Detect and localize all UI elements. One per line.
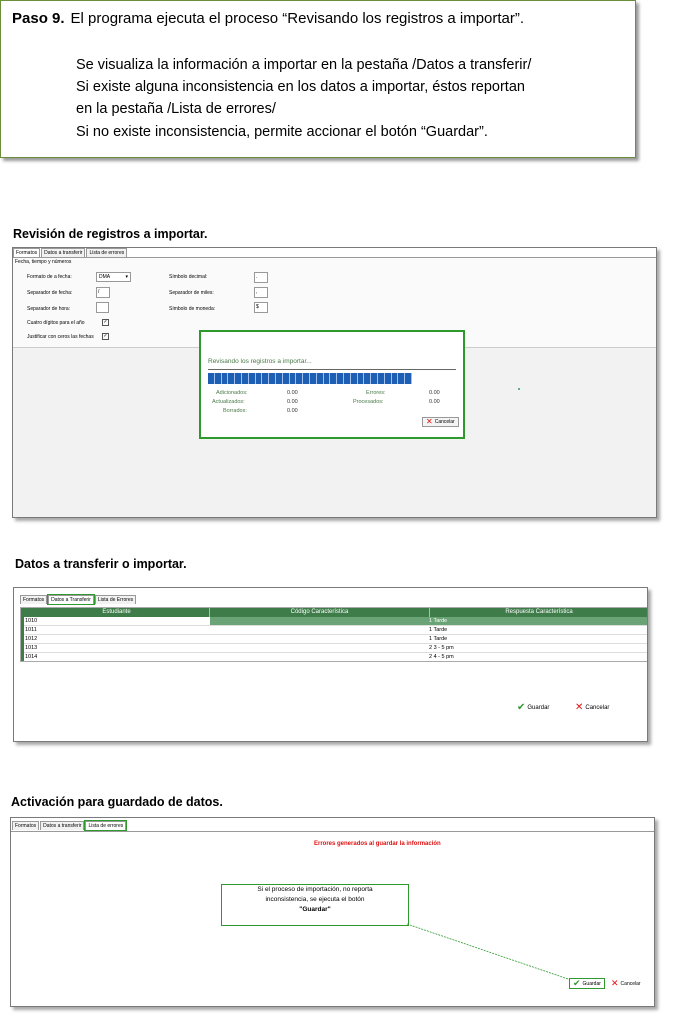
zeros-checkbox[interactable]: ✓ [103,333,108,339]
errors-list-screen [10,817,655,1007]
step-line-4: Si no existe inconsistencia, permite accionar el botón “Guardar”. [76,124,488,140]
errors-label: Errores: [366,390,386,396]
group-label: Fecha, tiempo y números [15,259,72,265]
divider [208,369,456,370]
updated-label: Actualizados: [212,399,245,405]
callout-line: Si el proceso de importación, no reporta [257,886,373,893]
added-value: 0.00 [287,390,298,396]
save-button[interactable]: ✔ Guardar [517,702,550,713]
four-digits-checkbox[interactable]: ✓ [103,319,108,325]
tab-formatos[interactable]: Formatos [20,595,47,604]
processed-label: Procesados: [353,399,384,405]
tab-formatos[interactable]: Formatos [12,821,39,830]
column-header[interactable]: Estudiante [24,608,210,617]
cancel-button[interactable]: ✕ Cancelar [575,702,610,713]
table-row[interactable]: 1010 1 Tarde [24,617,648,626]
date-format-label: Formato de a fecha: [27,274,72,280]
section1-heading: Revisión de registros a importar. [13,227,208,241]
decimal-label: Símbolo decimal: [169,274,208,280]
column-header[interactable]: Respuesta Característica [505,609,573,615]
step-label: Paso 9. [12,10,65,27]
date-sep-label: Separador de fecha: [27,290,73,296]
cancel-button[interactable]: ✕ Cancelar [422,417,459,427]
step-title-line [12,10,524,27]
cancel-button[interactable]: ✕ Cancelar [611,978,641,988]
data-grid [20,607,648,662]
table-row[interactable]: 1012 1 Tarde [24,635,648,644]
callout-line: "Guardar" [299,906,331,913]
deleted-label: Borrados: [223,408,247,414]
dot-marker [518,388,520,390]
tab-bar [20,595,137,604]
errors-value: 0.00 [429,390,440,396]
step-callout-box [0,0,636,158]
time-sep-input[interactable] [96,302,109,313]
tab-lista-errores[interactable]: Lista de errores [86,248,127,257]
progress-dialog [199,330,465,439]
transfer-data-screen [13,587,648,742]
connector-line [11,818,655,1007]
grid-body [24,617,648,661]
table-row[interactable]: 1013 2 3 - 5 pm [24,644,648,653]
save-button[interactable]: ✔ Guardar [570,979,604,988]
table-row[interactable]: 1014 2 4 - 5 pm [25,654,454,660]
date-format-select[interactable]: DMA ▾ [96,272,131,282]
four-digits-label: Cuatro dígitos para el año [27,320,85,326]
tab-formatos[interactable]: Formatos [13,248,40,257]
step-line-1: Se visualiza la información a importar en la pestaña /Datos a transferir/ [76,57,532,73]
time-sep-label: Separador de hora: [27,306,71,312]
tab-lista-errores[interactable]: Lista de Errores [95,595,136,604]
close-icon: ✕ [426,417,433,426]
updated-value: 0.00 [287,399,298,405]
zeros-label: Justificar con ceros las fechas [27,334,94,340]
tab-datos-transferir[interactable]: Datos a transferir [40,821,84,830]
currency-label: Símbolo de moneda: [169,306,216,312]
step-line-3: en la pestaña /Lista de errores/ [76,101,276,117]
date-sep-input[interactable]: / [96,287,110,298]
deleted-value: 0.00 [287,408,298,414]
close-icon: ✕ [611,978,619,988]
tab-datos-transferir[interactable]: Datos a transferir [41,248,85,257]
chevron-down-icon: ▾ [125,274,128,280]
decimal-input[interactable]: . [254,272,268,283]
tab-lista-errores[interactable]: Lista de errores [85,821,126,830]
checkmark-icon: ✔ [517,702,526,713]
tab-bar [13,248,128,257]
progress-bar [208,373,412,384]
step-line-2: Si existe alguna inconsistencia en los datos a importar, éstos reportan [76,79,525,95]
error-list-title: Errores generados al guardar la información [314,841,441,847]
added-label: Adicionados: [216,390,248,396]
close-icon: ✕ [575,702,584,713]
tab-datos-transferir[interactable]: Datos a Transferir [48,595,94,604]
section2-heading: Datos a transferir o importar. [15,557,187,571]
callout-line: inconsistencia, se ejecuta el botón [265,896,365,903]
currency-input[interactable]: $ [254,302,268,313]
column-header[interactable]: Código Característica [210,608,430,617]
checkmark-icon: ✔ [573,978,581,988]
processed-value: 0.00 [429,399,440,405]
step-title: El programa ejecuta el proceso “Revisando los registros a importar”. [70,10,525,27]
table-row[interactable]: 1011 1 Tarde [24,626,648,635]
grid-header [24,608,648,617]
import-review-screen [12,247,657,518]
section3-heading: Activación para guardado de datos. [11,795,223,809]
dialog-title: Revisando los registros a importar... [208,358,312,365]
thousands-input[interactable]: , [254,287,268,298]
thousands-label: Separador de miles: [169,290,214,296]
